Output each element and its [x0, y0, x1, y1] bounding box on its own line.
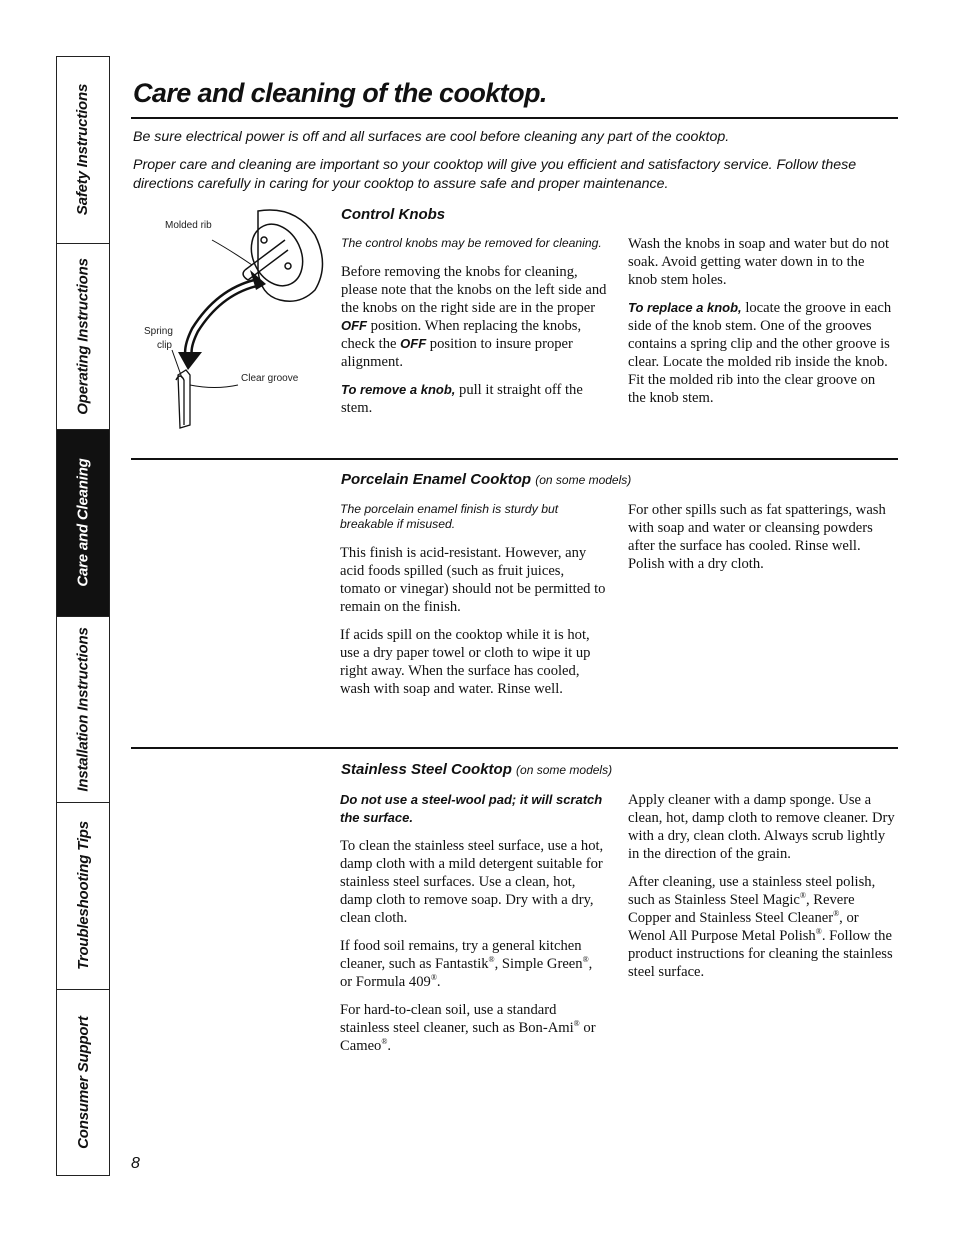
control-knobs-paragraph: Before removing the knobs for cleaning, please note that the knobs on the left side and the knobs on the right side are in the proper OFF position. When replacing the knobs, check the OFF position to insure proper alignment. — [341, 264, 607, 370]
section-divider — [131, 458, 898, 460]
control-knobs-heading: Control Knobs — [341, 206, 446, 223]
stainless-paragraph-2: If food soil remains, try a general kitchen cleaner, such as Fantastik®, Simple Green®, or Formula 409®. — [340, 938, 593, 990]
tab-operating-instructions[interactable] — [57, 244, 109, 431]
porcelain-paragraph-3: For other spills such as fat spatterings, wash with soap and water or cleansing powders after the surface has cooled. Rinse well. Polish with a dry cloth. — [628, 502, 886, 572]
tab-label: Care and Cleaning — [74, 458, 92, 587]
wash-knobs-paragraph: Wash the knobs in soap and water but do not soak. Avoid getting water down in to the knob stem holes. — [628, 236, 890, 288]
tab-safety-instructions[interactable] — [57, 57, 109, 244]
spring-clip-label-1: Spring — [144, 326, 173, 337]
replace-knob-paragraph: To replace a knob, locate the groove in each side of the knob stem. One of the grooves contains a spring clip and the other groove is clear. Locate the molded rib inside the knob. Fit the molded rib into the clear groove on the knob stem. — [628, 300, 892, 406]
title-divider — [131, 117, 898, 119]
porcelain-paragraph-2: If acids spill on the cooktop while it is hot, use a dry paper towel or cloth to wipe it up right away. When the surface has cooled, wash with soap and water. Rinse well. — [340, 627, 591, 697]
stainless-right-column — [628, 791, 896, 991]
control-knobs-left-column — [341, 236, 609, 427]
porcelain-left-column — [340, 502, 608, 708]
porcelain-right-column — [628, 501, 896, 583]
tab-installation-instructions[interactable] — [57, 617, 109, 804]
stainless-paragraph-5: After cleaning, use a stainless steel polish, such as Stainless Steel Magic®, Revere Copper and Stainless Steel Cleaner®, or Wenol All Purpose Metal Polish®. Follow the product instructions for cleaning the stainless steel surface. — [628, 874, 893, 980]
stainless-heading: Stainless Steel Cooktop (on some models) — [341, 761, 613, 778]
control-knobs-subtitle: The control knobs may be removed for cleaning. — [341, 236, 602, 250]
porcelain-subtitle: The porcelain enamel finish is sturdy but breakable if misused. — [340, 502, 559, 531]
tab-label: Troubleshooting Tips — [74, 821, 92, 971]
tab-label: Installation Instructions — [74, 627, 92, 792]
stainless-paragraph-1: To clean the stainless steel surface, use a hot, damp cloth with a mild detergent suitable for stainless steel surfaces. Use a clean, hot, damp cloth to remove soap. Dry with a dry, clean cloth. — [340, 838, 604, 926]
remove-knob-paragraph: To remove a knob, pull it straight off the stem. — [341, 382, 583, 416]
tab-label: Safety Instructions — [74, 84, 92, 216]
tab-consumer-support[interactable] — [57, 990, 109, 1176]
stainless-paragraph-3: For hard-to-clean soil, use a standard stainless steel cleaner, such as Bon-Ami® or Cameo®. — [340, 1002, 596, 1054]
intro-text: Proper care and cleaning are important so your cooktop will give you efficient and satisfactory service. Follow these directions carefully in caring for your cooktop to assure safe and proper maintenance. — [133, 157, 857, 192]
stainless-left-column — [340, 791, 608, 1065]
stainless-paragraph-4: Apply cleaner with a damp sponge. Use a clean, hot, damp cloth to remove cleaner. Dry with a dry, clean cloth. Always scrub lightly in the direction of the grain. — [628, 792, 895, 862]
section-divider — [131, 747, 898, 749]
spring-clip-label-2: clip — [156, 340, 172, 351]
tab-troubleshooting-tips[interactable] — [57, 803, 109, 990]
control-knobs-right-column — [628, 235, 896, 417]
clear-groove-label: Clear groove — [241, 373, 299, 384]
tab-label: Consumer Support — [74, 1015, 92, 1149]
molded-rib-label: Molded rib — [165, 220, 212, 231]
porcelain-heading: Porcelain Enamel Cooktop (on some models) — [341, 471, 632, 488]
stainless-warning: Do not use a steel-wool pad; it will scratch the surface. — [340, 792, 603, 825]
knob-illustration — [140, 200, 340, 435]
porcelain-paragraph-1: This finish is acid-resistant. However, any acid foods spilled (such as fruit juices, tomato or vinegar) should not be permitted to remain on the finish. — [340, 545, 606, 615]
tab-label: Operating Instructions — [74, 258, 92, 415]
knob-diagram — [140, 200, 340, 435]
side-tab-bar — [56, 56, 110, 1176]
intro-warning: Be sure electrical power is off and all surfaces are cool before cleaning any part of the cooktop. — [133, 129, 730, 145]
tab-care-and-cleaning[interactable] — [57, 430, 109, 617]
page-title: Care and cleaning of the cooktop. — [133, 78, 547, 108]
page-number: 8 — [131, 1155, 140, 1172]
